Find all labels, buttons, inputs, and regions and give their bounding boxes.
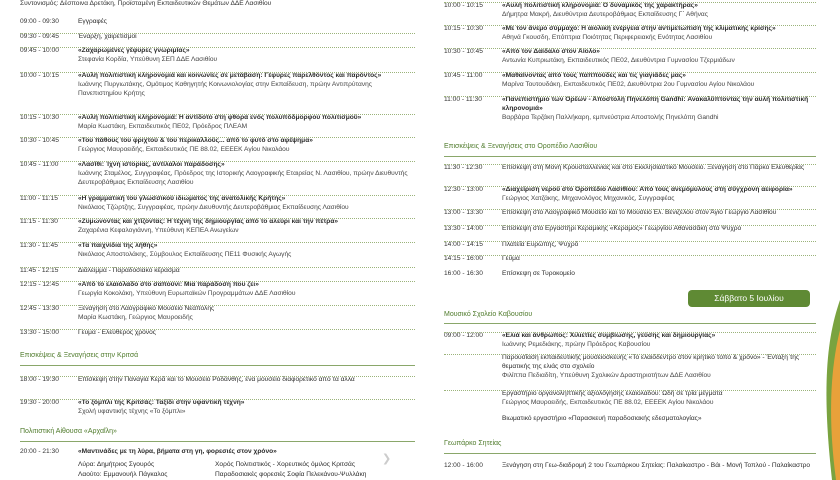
credit-line: Παραδοσιακές φορεσιές Σοφία Πελεκάνου-Ψυλλάκη	[215, 471, 367, 478]
section-title: Πολιτιστική Αίθουσα «Αρχαΐλη»	[20, 428, 117, 435]
row-title: «Λασίθι: Ίχνη ιστορίας, αντίλαλοι παράδοσης»	[78, 161, 225, 168]
section-divider	[444, 453, 816, 454]
section-divider	[444, 323, 816, 324]
row-time: 10:00 - 10:15	[20, 72, 59, 79]
row-time: 13:30 - 14:00	[444, 225, 483, 232]
row-title: «Μαντινάδες με τη λύρα, βήματα στη γη, φορεσιές στον χρόνο»	[78, 448, 277, 455]
row-title: «Ζαχαρωμένες γέφυρες γνωριμίας»	[78, 47, 190, 54]
section-title: Γεωπάρκο Σητείας	[444, 440, 502, 447]
row-sub: Γεώργιος Μαυροειδής, Εκπαιδευτικός ΠΕ 88.02, ΕΕΕΕΚ Αγίου Νικολάου	[78, 146, 290, 153]
row-time: 10:30 - 10:45	[20, 137, 59, 144]
row-sub: Νικόλαος Αποστολάκης, Σύμβουλος Εκπαίδευσης ΠΕ11 Φυσικής Αγωγής	[78, 251, 292, 258]
row-title: «Του πάθους του φριχτού & του περικαλλούς... από το φυτό στο αφέψημα»	[78, 137, 313, 144]
row-title: «Ζυμώνοντας και χτίζοντας: Η τέχνη της δημιουργίας από το αλεύρι και την πέτρα»	[78, 218, 339, 225]
row-title: Επίσκεψη σε Τυροκομείο	[502, 270, 575, 277]
row-title: «Μαθαίνοντας από τους παππούδες και τις γιαγιάδες μας»	[502, 72, 686, 79]
row-sub: Γεώργιος Μαυροειδής, Εκπαιδευτικός ΠΕ 88.02, ΕΕΕΕΚ Αγίου Νικολάου	[502, 399, 714, 406]
row-title: «Αυλή πολιτιστική κληρονομιά και κοινωνίες σε μετάβαση: Γέφυρες παρελθόντος και παρόντος»	[78, 72, 382, 79]
row-time: 11:00 - 11:15	[20, 195, 58, 202]
row-time: 10:30 - 10:45	[444, 48, 483, 55]
row-sub: Ιωάννης Ρεμεδιάκης, πρώην Πρόεδρος Καβουσίου	[502, 341, 651, 348]
row-sub: Αθηνά Γκουσδη, Επόπτρια Ποιότητας Περιφερειακής Ενότητας Λασιθίου	[502, 34, 713, 41]
row-title: «Από τον Δαίδαλο στον Αίολο»	[502, 48, 600, 55]
row-time: 09:00 - 09:30	[20, 18, 59, 25]
row-sub: Φιλίππα Πεδιαδίτη, Υπεύθυνη Σχολικών Δραστηριοτήτων ΔΔΕ Λασιθίου	[502, 372, 711, 379]
row-time: 13:00 - 13:30	[444, 209, 483, 216]
row-title: Εγγραφές	[78, 18, 107, 25]
chevron-right-icon: ❯	[382, 453, 392, 465]
row-title: Βιωματικό εργαστήριο «Παρασκευή παραδοσιακής εδεσματολογίας»	[502, 415, 702, 422]
row-time: 16:00 - 16:30	[444, 270, 483, 277]
row-title: Ξενάγηση στη Γεω-διαδρομή 2 του Γεωπάρκου Σητείας: Παλαίκαστρο - Βάι - Μονή Τοπλού - Παλαίκαστρο	[502, 462, 811, 469]
row-title: Παρουσίαση εκπαιδευτικής μουσειοσκευής «Το ελαιόδεντρο στον κρητικό τόπο & χρόνο» - Ένταξη της θεματικής της ελιάς στο σχολείο	[502, 354, 800, 370]
row-time: 10:15 - 10:30	[20, 114, 59, 121]
row-time: 20:00 - 21:30	[20, 448, 59, 455]
section-title: Μουσικό Σχολείο Καβουσίου	[444, 311, 533, 318]
row-title: Επίσκεψη στην Παναγία Κερά και το Μουσείο Ροδάνθης, ένα μουσείο διαφορετικό από τα άλλα	[78, 376, 355, 383]
row-title: «Ελιά και άνθρωπος: Χιλιετίες συμβίωσης, γεύσης και δημιουργίας»	[502, 332, 716, 339]
row-sub: Δήμητρα Μακρή, Διευθύντρια Δευτεροβάθμιας Εκπαίδευσης Γ΄ Αθήνας	[502, 11, 708, 18]
row-time: 14:00 - 14:15	[444, 241, 483, 248]
row-title: Ξενάγηση στο Λαογραφικό Μουσείο Νεάπολης	[78, 305, 215, 312]
row-title: «Αυλή πολιτιστική κληρονομιά: Η αντίδοτο στη φθορά ενός πολυπόδμορφου πολιτισμού»	[78, 114, 362, 121]
row-time: 10:00 - 10:15	[444, 2, 483, 9]
row-title: Πλατεία Ευρώπης, Ψυχρό	[502, 241, 579, 248]
row-title: Επίσκεψη στο Λαογραφικό Μουσείο και το Μουσείο Ελ. Βενιζέλου στον Άγιο Γεώργιο Λασιθίου	[502, 209, 777, 216]
row-sub: Γεωργία Κοκολάκη, Υπεύθυνη Ευρωπαϊκών Προγραμμάτων ΔΔΕ Λασιθίου	[78, 290, 296, 297]
row-title: «Διαχείριση νερού στο Οροπέδιο Λασιθίου: Από τους ανεμόμυλους στη σύγχρονη αειφορία»	[502, 186, 793, 193]
row-time: 09:30 - 09:45	[20, 33, 59, 40]
row-sub: Μαρία Κωστάκη, Γεώργιος Μαυροειδής	[78, 314, 193, 321]
row-sub: Βαρβάρα Τερζάκη Παλλήκαρη, εμπνεύστρια Αποστολής Πηνελόπη Gandhi	[502, 114, 719, 121]
row-sub: Μαρίνα Τουτουδάκη, Εκπαιδευτικός ΠΕ02, Διευθύντρια 2ου Γυμνασίου Αγίου Νικολάου	[502, 81, 755, 88]
row-sub: Νικόλαος Τζώρτζης, Συγγραφέας, πρώην Διευθυντής Δευτεροβάθμιας Εκπαίδευσης Λασιθίου	[78, 204, 349, 211]
row-title: «Τα παιχνίδια της λήθης»	[78, 242, 158, 249]
row-sub: Γεώργιος Χατζάκης, Μηχανολόγος Μηχανικός, Συγγραφέας	[502, 195, 675, 202]
row-title: «Με τον άνεμο σύμμαχο: Η αιολική ενέργεια στην αντιμετώπιση της κλιματικής κρίσης»	[502, 25, 776, 32]
row-sub: Μαρία Κωστάκη, Εκπαιδευτικός ΠΕ02, Πρόεδρος ΠΛΕΑΜ	[78, 123, 248, 130]
decorative-swoosh	[818, 300, 840, 480]
row-time: 11:30 - 11:45	[20, 242, 58, 249]
row-title: «Η γραμματική του γλωσσικού ιδιώματος της ανατολικής Κρήτης»	[78, 195, 286, 202]
row-title: «Αυλή πολιτιστική κληρονομιά: Ο δυναμικός της χαρακτήρας»	[502, 2, 698, 9]
row-time: 10:45 - 11:00	[444, 72, 483, 79]
coordinator-line: Συντονισμός: Δέσποινα Δρετάκη, Προϊσταμένη Εκπαιδευτικών Θεμάτων ΔΔΕ Λασιθίου	[20, 0, 272, 7]
row-time: 11:00 - 11:30	[444, 96, 482, 103]
section-title: Επισκέψεις & Ξεναγήσεις στο Οροπέδιο Λασιθίου	[444, 143, 598, 150]
row-title: Γεύμα - Ελεύθερος χρόνος	[78, 329, 156, 336]
row-title: Διάλειμμα - Παραδοσιακό κέρασμα	[78, 267, 180, 274]
credit-line: Λαούτο: Εμμανουήλ Πάγκαλος	[78, 471, 168, 478]
row-time: 14:15 - 16:00	[444, 255, 483, 262]
row-time: 10:15 - 10:30	[444, 25, 483, 32]
row-sub: Ιωάννης Σταμέλος, Συγγραφέας, Πρόεδρος της Ιστορικής Λαογραφικής Εταιρείας Ν. Λασιθίου, πρώην Διευθυντής Δευτεροβάθμιας Εκπαίδευσης Λασιθίου	[78, 170, 408, 186]
row-sub: Ζαχαρένια Κεφαλογιάννη, Υπεύθυνη ΚΕΠΕΑ Ανωγείων	[78, 227, 239, 234]
row-time: 12:15 - 12:45	[20, 281, 59, 288]
row-time: 09:45 - 10:00	[20, 47, 59, 54]
row-time: 18:00 - 19:30	[20, 376, 59, 383]
row-time: 11:45 - 12:15	[20, 267, 59, 274]
row-title: Επίσκεψη στη Μονή Κρουσταλλένιας και στο Εκκλησιαστικό Μουσείο. Ξενάγηση στο Πάρκο Ελευθερίας	[502, 164, 805, 171]
row-title: Εργαστήριο οργανοληπτικής αξιολόγησης ελαιολάδου: Ωδή σε τρία μέγματα	[502, 390, 723, 397]
row-sub: Ιωάννης Πυργιωτάκης, Ομότιμος Καθηγητής Κοινωνιολογίας στην Εκπαίδευση, πρώην Αντιπρύτανης Πανεπιστημίου Κρήτης	[78, 81, 372, 97]
credit-line: Χορός Πολιτιστικός - Χορευτικός όμιλος Κριτσάς	[215, 461, 356, 468]
day-banner: Σάββατο 5 Ιουλίου	[688, 290, 810, 307]
section-divider	[444, 156, 816, 157]
row-title: Γεύμα	[502, 255, 520, 262]
row-sub: Αντωνία Κυπριωτάκη, Εκπαιδευτικός ΠΕ02, Διευθύντρια Γυμνασίου Τζερμιάδων	[502, 57, 735, 64]
row-sub: Σχολή υφαντικής τέχνης «Το ξόμπλι»	[78, 408, 186, 415]
row-title: «Από το ελαιόλαδο στο σαπούνι: Μια παράδοση που ζει»	[78, 281, 259, 288]
row-time: 11:15 - 11:30	[20, 218, 58, 225]
row-time: 09:00 - 12:00	[444, 332, 483, 339]
row-time: 13:30 - 15:00	[20, 329, 59, 336]
row-title: Επίσκεψη στο Εργαστήρι Κεραμικής «Κέραμος» Γεωργίου Αθανασάκη στο Ψυχρό	[502, 225, 742, 232]
row-title: «Το ξόμπλι της Κριτσάς: Ταξίδι στην υφαντική τέχνη»	[78, 399, 245, 406]
row-time: 10:45 - 11:00	[20, 161, 59, 168]
row-sub: Στεφανία Κορδία, Υπεύθυνη ΣΕΠ ΔΔΕ Λασιθίου	[78, 56, 218, 63]
credit-line: Λύρα: Δημήτριος Σγουρός	[78, 461, 155, 468]
row-time: 11:30 - 12:30	[444, 164, 483, 171]
row-title: Έναρξη, χαιρετισμοί	[78, 33, 137, 40]
row-time: 12:45 - 13:30	[20, 305, 59, 312]
row-time: 12:30 - 13:00	[444, 186, 483, 193]
section-divider	[20, 365, 415, 366]
row-time: 19:30 - 20:00	[20, 399, 59, 406]
section-title: Επισκέψεις & Ξεναγήσεις στην Κριτσά	[20, 352, 139, 359]
section-divider	[20, 441, 415, 442]
row-title: «Πανεπιστήμιο των Ορέων - Αποστολή Πηνελόπη Gandhi: Ανακαλύπτοντας την αυλή πολιτιστική κληρονομιά»	[502, 96, 809, 112]
row-time: 12:00 - 16:00	[444, 462, 483, 469]
